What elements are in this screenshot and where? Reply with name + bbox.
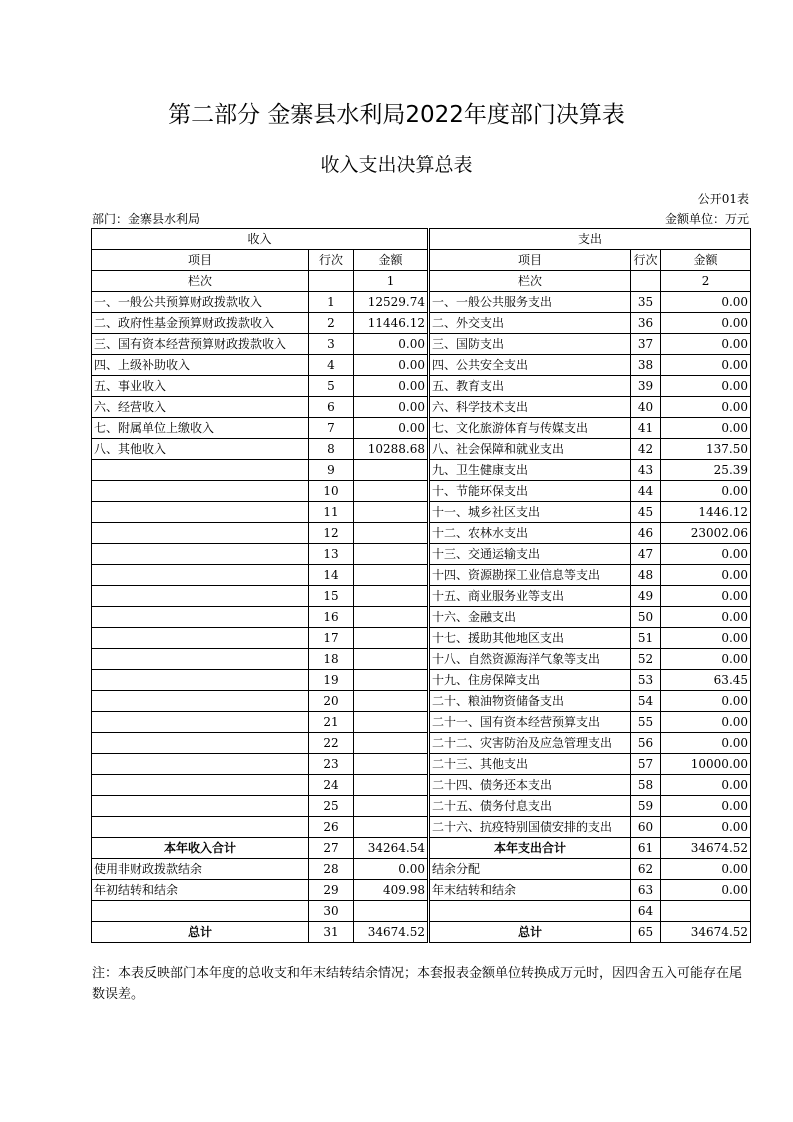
expense-row-number: 55	[631, 712, 661, 733]
income-item-cell	[92, 649, 309, 670]
income-amount-cell: 11446.12	[354, 313, 429, 334]
income-item-cell: 八、其他收入	[92, 439, 309, 460]
income-row-number: 13	[309, 544, 354, 565]
income-item-cell	[92, 523, 309, 544]
expense-row-number: 45	[631, 502, 661, 523]
income-item-cell	[92, 502, 309, 523]
income-amount-cell	[354, 649, 429, 670]
expense-item-cell: 二、外交支出	[429, 313, 631, 334]
income-row-number: 8	[309, 439, 354, 460]
expense-amount-cell: 0.00	[661, 796, 751, 817]
income-item-cell	[92, 733, 309, 754]
table-row	[92, 775, 751, 796]
expense-item-cell: 结余分配	[429, 859, 631, 880]
expense-row-number: 48	[631, 565, 661, 586]
footnote: 注：本表反映部门本年度的总收支和年末结转结余情况；本套报表金额单位转换成万元时，因四舍五入可能存在尾数误差。	[92, 966, 743, 1002]
income-lanci-label: 栏次	[92, 271, 309, 292]
expense-amount-cell: 23002.06	[661, 523, 751, 544]
expense-item-cell: 十一、城乡社区支出	[429, 502, 631, 523]
income-amount-cell: 0.00	[354, 355, 429, 376]
income-item-cell	[92, 586, 309, 607]
income-amount-cell	[354, 460, 429, 481]
table-row	[92, 460, 751, 481]
income-row-number: 27	[309, 838, 354, 859]
expense-row-number: 38	[631, 355, 661, 376]
expense-amount-cell: 1446.12	[661, 502, 751, 523]
header-row-columns	[92, 250, 751, 271]
empty-cell	[631, 271, 661, 292]
expense-lanci-label: 栏次	[429, 271, 631, 292]
income-amount-cell: 12529.74	[354, 292, 429, 313]
expense-row-number: 51	[631, 628, 661, 649]
expense-amount-cell: 0.00	[661, 733, 751, 754]
income-item-cell: 二、政府性基金预算财政拨款收入	[92, 313, 309, 334]
income-item-cell: 六、经营收入	[92, 397, 309, 418]
income-item-cell: 三、国有资本经营预算财政拨款收入	[92, 334, 309, 355]
income-item-cell	[92, 691, 309, 712]
income-item-cell	[92, 607, 309, 628]
income-row-number: 14	[309, 565, 354, 586]
income-row-number: 7	[309, 418, 354, 439]
expense-amount-cell: 0.00	[661, 397, 751, 418]
expense-row-number: 36	[631, 313, 661, 334]
income-item-cell	[92, 460, 309, 481]
income-amount-cell	[354, 901, 429, 922]
income-amount-cell	[354, 523, 429, 544]
expense-amount-cell: 34674.52	[661, 922, 751, 943]
table-row	[92, 439, 751, 460]
expense-amount-cell: 0.00	[661, 376, 751, 397]
expense-row-number: 59	[631, 796, 661, 817]
expense-item-cell: 七、文化旅游体育与传媒支出	[429, 418, 631, 439]
expense-amount-cell: 0.00	[661, 544, 751, 565]
income-row-number: 20	[309, 691, 354, 712]
expense-amount-cell: 0.00	[661, 817, 751, 838]
expense-row-number: 43	[631, 460, 661, 481]
expense-amount-cell: 0.00	[661, 712, 751, 733]
expense-item-cell: 一、一般公共服务支出	[429, 292, 631, 313]
expense-amount-cell: 0.00	[661, 859, 751, 880]
table-row	[92, 649, 751, 670]
budget-table	[91, 228, 751, 943]
table-row	[92, 523, 751, 544]
expense-lanci-number: 2	[661, 271, 751, 292]
expense-row-number: 46	[631, 523, 661, 544]
income-row-number: 17	[309, 628, 354, 649]
expense-amount-cell: 0.00	[661, 880, 751, 901]
table-row	[92, 628, 751, 649]
income-amount-cell	[354, 565, 429, 586]
income-row-number: 12	[309, 523, 354, 544]
income-amount-cell: 0.00	[354, 334, 429, 355]
income-amount-cell: 0.00	[354, 376, 429, 397]
income-row-number: 2	[309, 313, 354, 334]
income-amount-cell	[354, 544, 429, 565]
expense-row-number: 62	[631, 859, 661, 880]
income-row-number: 30	[309, 901, 354, 922]
expense-item-cell: 十二、农林水支出	[429, 523, 631, 544]
income-item-cell: 一、一般公共预算财政拨款收入	[92, 292, 309, 313]
table-row	[92, 712, 751, 733]
income-row-number: 10	[309, 481, 354, 502]
expense-row-number: 40	[631, 397, 661, 418]
income-amount-cell	[354, 628, 429, 649]
header-row-sections	[92, 229, 751, 250]
expense-row-header: 行次	[631, 250, 661, 271]
income-amount-cell	[354, 670, 429, 691]
expense-amount-cell: 34674.52	[661, 838, 751, 859]
expense-item-cell: 十七、援助其他地区支出	[429, 628, 631, 649]
expense-item-cell: 十五、商业服务业等支出	[429, 586, 631, 607]
income-item-cell: 年初结转和结余	[92, 880, 309, 901]
income-row-number: 22	[309, 733, 354, 754]
expense-row-number: 65	[631, 922, 661, 943]
expense-item-cell: 二十四、债务还本支出	[429, 775, 631, 796]
table-row	[92, 481, 751, 502]
expense-row-number: 39	[631, 376, 661, 397]
expense-item-header: 项目	[429, 250, 631, 271]
income-amount-cell	[354, 754, 429, 775]
table-row	[92, 880, 751, 901]
expense-amount-cell: 0.00	[661, 313, 751, 334]
table-row	[92, 859, 751, 880]
expense-row-number: 53	[631, 670, 661, 691]
income-amount-cell: 34674.52	[354, 922, 429, 943]
expense-item-cell: 三、国防支出	[429, 334, 631, 355]
income-amount-cell: 0.00	[354, 859, 429, 880]
expense-amount-cell: 0.00	[661, 649, 751, 670]
income-item-cell: 本年收入合计	[92, 838, 309, 859]
income-item-cell	[92, 481, 309, 502]
table-row	[92, 670, 751, 691]
income-row-number: 29	[309, 880, 354, 901]
table-row	[92, 796, 751, 817]
table-row	[92, 355, 751, 376]
income-row-number: 11	[309, 502, 354, 523]
income-header: 收入	[92, 229, 429, 250]
expense-amount-cell	[661, 901, 751, 922]
page-title: 第二部分 金寨县水利局2022年度部门决算表	[168, 102, 625, 128]
income-item-cell	[92, 754, 309, 775]
expense-amount-cell: 0.00	[661, 334, 751, 355]
expense-item-cell: 年末结转和结余	[429, 880, 631, 901]
form-number: 公开01表	[697, 192, 749, 206]
expense-row-number: 41	[631, 418, 661, 439]
expense-amount-cell: 0.00	[661, 586, 751, 607]
income-row-header: 行次	[309, 250, 354, 271]
income-amount-cell	[354, 691, 429, 712]
income-amount-header: 金额	[354, 250, 429, 271]
income-row-number: 24	[309, 775, 354, 796]
expense-amount-cell: 25.39	[661, 460, 751, 481]
income-amount-cell	[354, 586, 429, 607]
expense-row-number: 50	[631, 607, 661, 628]
income-item-cell	[92, 796, 309, 817]
income-amount-cell	[354, 796, 429, 817]
department-label: 部门：金寨县水利局	[92, 212, 201, 226]
expense-item-cell: 二十一、国有资本经营预算支出	[429, 712, 631, 733]
unit-label: 金额单位：万元	[664, 212, 749, 226]
income-row-number: 23	[309, 754, 354, 775]
expense-amount-cell: 0.00	[661, 481, 751, 502]
expense-item-cell: 十九、住房保障支出	[429, 670, 631, 691]
table-row	[92, 292, 751, 313]
income-lanci-number: 1	[354, 271, 429, 292]
table-row	[92, 544, 751, 565]
expense-row-number: 54	[631, 691, 661, 712]
income-row-number: 19	[309, 670, 354, 691]
expense-row-number: 63	[631, 880, 661, 901]
expense-amount-cell: 10000.00	[661, 754, 751, 775]
income-row-number: 4	[309, 355, 354, 376]
income-amount-cell: 34264.54	[354, 838, 429, 859]
income-amount-cell: 0.00	[354, 397, 429, 418]
expense-row-number: 57	[631, 754, 661, 775]
expense-item-cell: 二十三、其他支出	[429, 754, 631, 775]
income-row-number: 16	[309, 607, 354, 628]
expense-row-number: 52	[631, 649, 661, 670]
expense-item-cell: 九、卫生健康支出	[429, 460, 631, 481]
income-item-cell	[92, 712, 309, 733]
expense-row-number: 60	[631, 817, 661, 838]
income-item-cell	[92, 775, 309, 796]
table-row	[92, 901, 751, 922]
income-amount-cell	[354, 502, 429, 523]
income-amount-cell: 0.00	[354, 418, 429, 439]
expense-amount-cell: 137.50	[661, 439, 751, 460]
table-row	[92, 586, 751, 607]
income-row-number: 26	[309, 817, 354, 838]
expense-amount-cell: 0.00	[661, 691, 751, 712]
expense-item-cell: 本年支出合计	[429, 838, 631, 859]
table-row	[92, 817, 751, 838]
expense-item-cell: 二十六、抗疫特别国债安排的支出	[429, 817, 631, 838]
expense-item-cell: 二十五、债务付息支出	[429, 796, 631, 817]
expense-row-number: 35	[631, 292, 661, 313]
expense-item-cell: 总计	[429, 922, 631, 943]
income-row-number: 3	[309, 334, 354, 355]
income-item-cell	[92, 670, 309, 691]
expense-row-number: 47	[631, 544, 661, 565]
expense-amount-cell: 0.00	[661, 607, 751, 628]
income-item-cell	[92, 565, 309, 586]
income-amount-cell	[354, 733, 429, 754]
lanci-row	[92, 271, 751, 292]
table-row	[92, 313, 751, 334]
income-row-number: 28	[309, 859, 354, 880]
expense-row-number: 58	[631, 775, 661, 796]
expense-row-number: 64	[631, 901, 661, 922]
expense-item-cell: 六、科学技术支出	[429, 397, 631, 418]
expense-item-cell: 十四、资源勘探工业信息等支出	[429, 565, 631, 586]
income-amount-cell: 10288.68	[354, 439, 429, 460]
expense-item-cell: 十八、自然资源海洋气象等支出	[429, 649, 631, 670]
income-row-number: 21	[309, 712, 354, 733]
income-row-number: 5	[309, 376, 354, 397]
expense-header: 支出	[429, 229, 751, 250]
table-row	[92, 691, 751, 712]
totals-row	[92, 838, 751, 859]
table-subtitle: 收入支出决算总表	[320, 154, 473, 176]
expense-item-cell: 十六、金融支出	[429, 607, 631, 628]
income-amount-cell	[354, 712, 429, 733]
income-row-number: 15	[309, 586, 354, 607]
expense-item-cell	[429, 901, 631, 922]
expense-item-cell: 二十、粮油物资储备支出	[429, 691, 631, 712]
table-row	[92, 565, 751, 586]
expense-amount-cell: 0.00	[661, 565, 751, 586]
expense-row-number: 49	[631, 586, 661, 607]
expense-row-number: 37	[631, 334, 661, 355]
income-item-cell: 使用非财政拨款结余	[92, 859, 309, 880]
income-item-cell: 总计	[92, 922, 309, 943]
expense-row-number: 61	[631, 838, 661, 859]
table-row	[92, 397, 751, 418]
expense-amount-cell: 63.45	[661, 670, 751, 691]
expense-amount-cell: 0.00	[661, 775, 751, 796]
expense-amount-cell: 0.00	[661, 292, 751, 313]
table-row	[92, 334, 751, 355]
table-row	[92, 418, 751, 439]
expense-amount-cell: 0.00	[661, 418, 751, 439]
table-row	[92, 607, 751, 628]
expense-item-cell: 四、公共安全支出	[429, 355, 631, 376]
income-amount-cell	[354, 775, 429, 796]
table-row	[92, 376, 751, 397]
expense-item-cell: 二十二、灾害防治及应急管理支出	[429, 733, 631, 754]
income-item-cell: 七、附属单位上缴收入	[92, 418, 309, 439]
income-item-cell	[92, 544, 309, 565]
empty-cell	[309, 271, 354, 292]
expense-item-cell: 十、节能环保支出	[429, 481, 631, 502]
income-item-header: 项目	[92, 250, 309, 271]
income-amount-cell	[354, 481, 429, 502]
expense-item-cell: 五、教育支出	[429, 376, 631, 397]
income-row-number: 9	[309, 460, 354, 481]
grand-total-row	[92, 922, 751, 943]
income-amount-cell	[354, 817, 429, 838]
income-amount-cell	[354, 607, 429, 628]
expense-amount-cell: 0.00	[661, 628, 751, 649]
income-item-cell: 五、事业收入	[92, 376, 309, 397]
expense-amount-header: 金额	[661, 250, 751, 271]
income-item-cell: 四、上级补助收入	[92, 355, 309, 376]
income-row-number: 25	[309, 796, 354, 817]
income-item-cell	[92, 817, 309, 838]
expense-row-number: 44	[631, 481, 661, 502]
expense-item-cell: 八、社会保障和就业支出	[429, 439, 631, 460]
expense-row-number: 42	[631, 439, 661, 460]
table-row	[92, 733, 751, 754]
table-row	[92, 502, 751, 523]
table-row	[92, 754, 751, 775]
expense-amount-cell: 0.00	[661, 355, 751, 376]
income-row-number: 1	[309, 292, 354, 313]
income-item-cell	[92, 628, 309, 649]
income-row-number: 6	[309, 397, 354, 418]
income-amount-cell: 409.98	[354, 880, 429, 901]
income-row-number: 18	[309, 649, 354, 670]
expense-row-number: 56	[631, 733, 661, 754]
expense-item-cell: 十三、交通运输支出	[429, 544, 631, 565]
income-row-number: 31	[309, 922, 354, 943]
income-item-cell	[92, 901, 309, 922]
